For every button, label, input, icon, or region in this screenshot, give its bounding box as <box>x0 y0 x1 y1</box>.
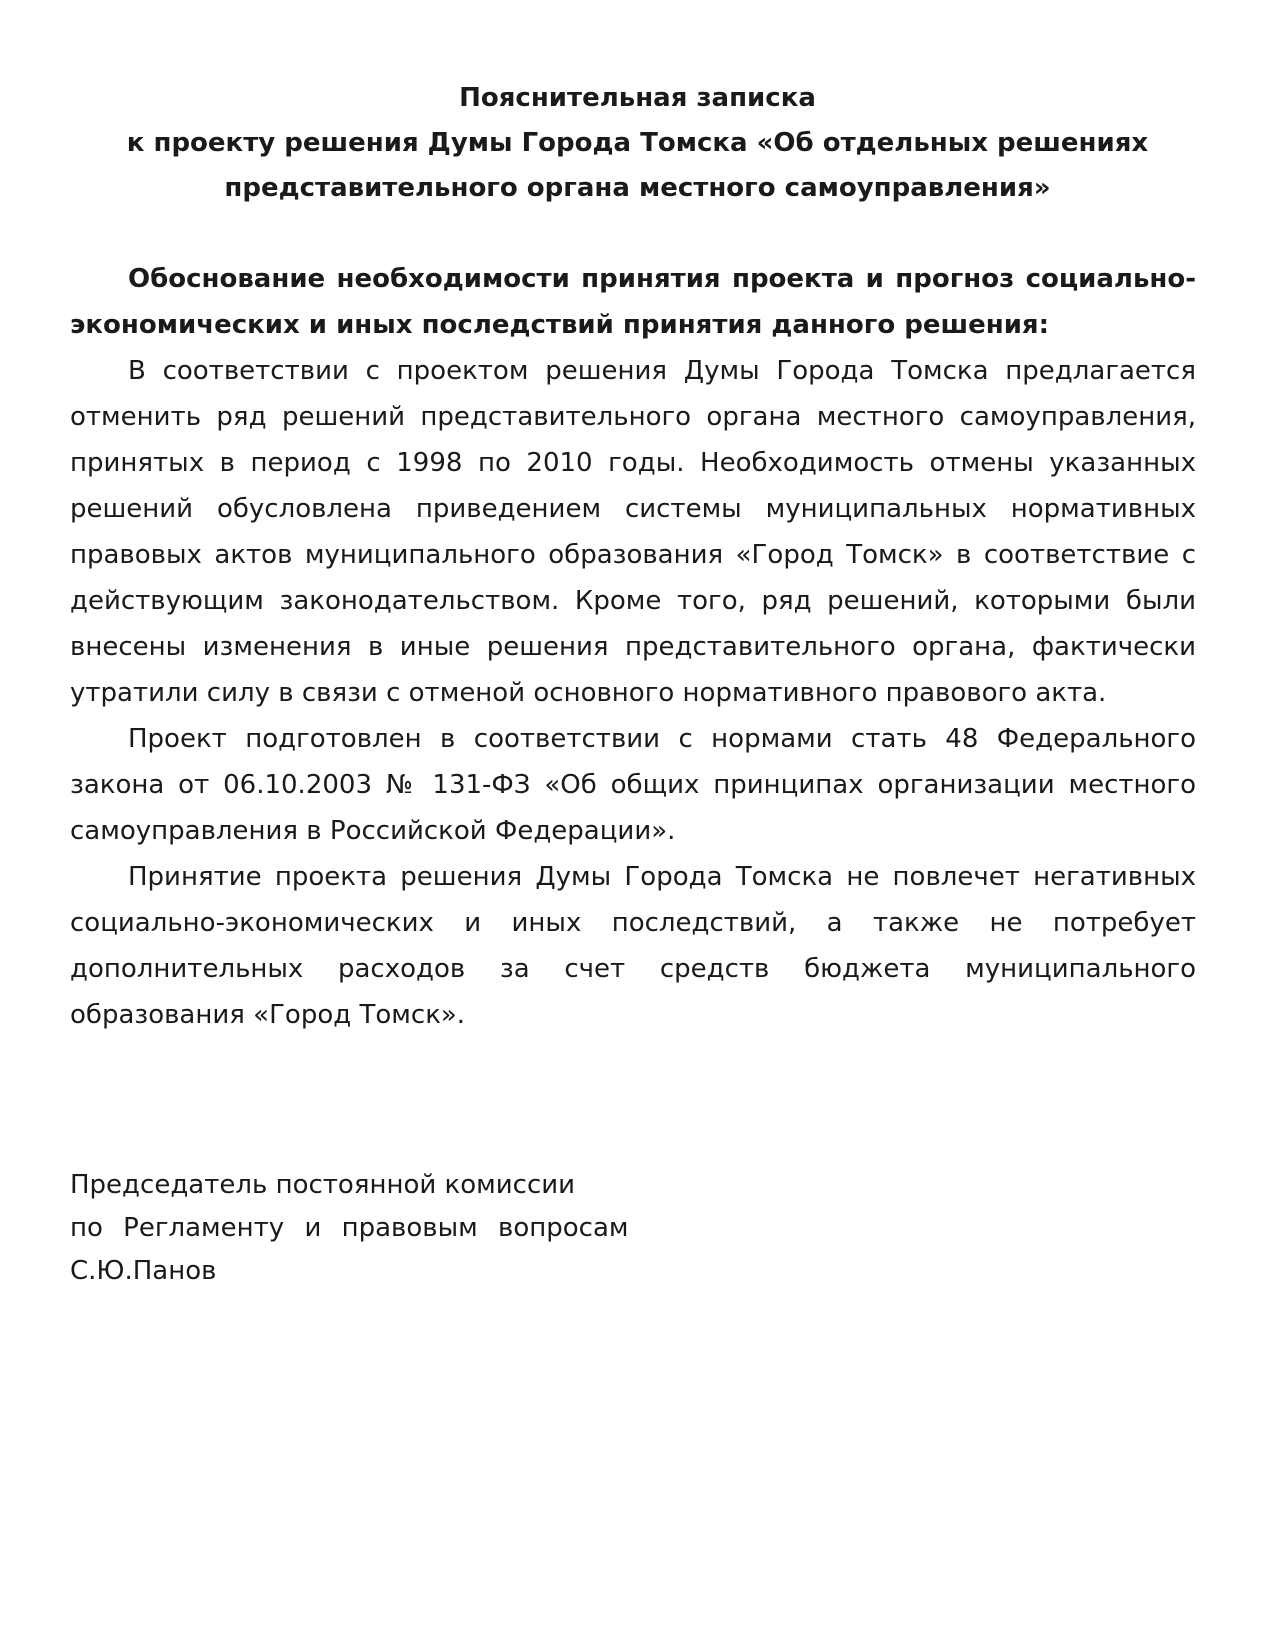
paragraph-3: Принятие проекта решения Думы Города Томска не повлечет негативных социально-экономических и иных последствий, а также не потребует дополнительных расходов за счет средств бюджета муниципального образования «Город Томск». <box>70 862 1196 1030</box>
document-title <box>60 76 1215 211</box>
section-heading: Обоснование необходимости принятия проекта и прогноз социально-экономических и иных последствий принятия данного решения: <box>70 264 1196 340</box>
signature-position: Председатель постоянной комиссии <box>70 1170 576 1200</box>
signature-committee: по Регламенту и правовым вопросам <box>70 1213 629 1243</box>
title-line-3: представительного органа местного самоуправления» <box>224 173 1051 203</box>
paragraph-2: Проект подготовлен в соответствии с нормами стать 48 Федерального закона от 06.10.2003 № 131-ФЗ «Об общих принципах организации местного самоуправления в Российской Федерации». <box>70 724 1196 846</box>
title-line-2: к проекту решения Думы Города Томска «Об отдельных решениях <box>126 128 1149 158</box>
document-body <box>70 256 1196 1038</box>
paragraph-1: В соответствии с проектом решения Думы Города Томска предлагается отменить ряд решений представительного органа местного самоуправления, принятых в период с 1998 по 2010 годы. Необходимость отмены указанных решений обусловлена приведением системы муниципальных нормативных правовых актов муниципального образования «Город Томск» в соответствие с действующим законодательством. Кроме того, ряд решений, которыми были внесены изменения в иные решения представительного органа, фактически утратили силу в связи с отменой основного нормативного правового акта. <box>70 356 1196 708</box>
title-line-1: Пояснительная записка <box>459 83 816 113</box>
signature-block <box>70 1164 629 1293</box>
signature-name: С.Ю.Панов <box>70 1256 217 1286</box>
